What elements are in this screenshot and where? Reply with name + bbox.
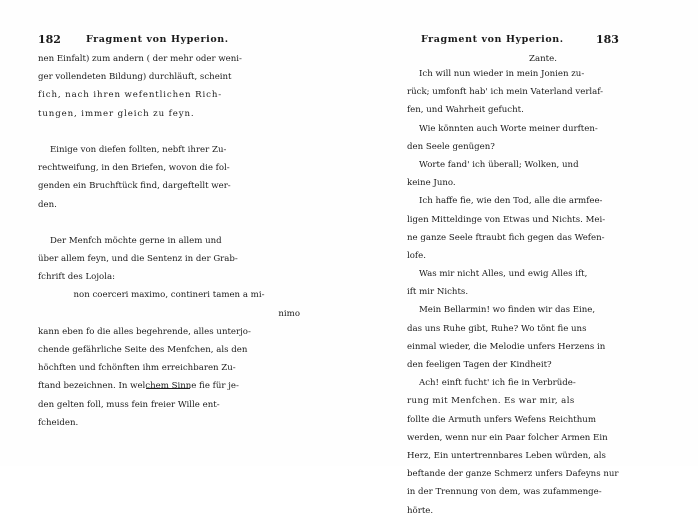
latin-quote-line: non coerceri maximo, contineri tamen a mi- [73, 290, 265, 301]
text-line: ne ganze Seele ftraubt fich gegen das Wefen- [407, 232, 605, 243]
text-line: lofe. [407, 250, 426, 261]
text-line: in der Trennung von dem, was zufammenge- [407, 487, 602, 498]
text-line: werden, wenn nur ein Paar folcher Armen Ein [407, 432, 608, 443]
text-line: fen, und Wahrheit gefucht. [407, 105, 524, 116]
text-line: ger vollendeten Bildung) durchläuft, scheint [38, 72, 232, 83]
text-line: Mein Bellarmin! wo finden wir das Eine, [419, 305, 596, 316]
text-line: chende gefährliche Seite des Menfchen, als den [38, 345, 248, 355]
text-line: beftande der ganze Schmerz unfers Dafeyns nur [407, 469, 619, 480]
right-page [349, 0, 698, 516]
text-line: hörte. [407, 505, 434, 516]
text-line: Der Menfch möchte gerne in allem und [50, 235, 222, 246]
right-running-head: Fragment von Hyperion. [421, 34, 564, 45]
text-line: höchften und fchönften ihm erreichbaren Zu- [38, 363, 236, 374]
text-line: fich, nach ihren wefentlichen Rich- [38, 90, 223, 101]
paragraph-gap [38, 214, 300, 232]
left-page-number: 182 [38, 33, 61, 46]
text-line: rück; umfonft hab' ich mein Vaterland verlaf- [407, 87, 604, 98]
text-line: kann eben fo die alles begehrende, alles unterjo- [38, 326, 251, 337]
text-line: einmal wieder, die Melodie unfers Herzens in [407, 341, 606, 352]
latin-quote-line: nimo [278, 308, 300, 319]
text-line: Ich will nun wieder in mein Jonien zu- [419, 69, 585, 79]
text-line: den Seele genügen? [407, 141, 495, 152]
text-line: Herz, Ein untertrennbares Leben würden, als [407, 450, 606, 461]
text-line: tungen, immer gleich zu feyn. [38, 108, 195, 119]
text-line: genden ein Bruchftück find, dargeftellt wer- [38, 181, 231, 192]
text-line: nen Einfalt) zum andern ( der mehr oder weni- [38, 54, 242, 64]
right-page-body [407, 65, 639, 520]
text-line: das uns Ruhe gibt, Ruhe? Wo tönt fie uns [407, 323, 587, 334]
text-line: ift mir Nichts. [407, 287, 469, 298]
text-line: über allem feyn, und die Sentenz in der Grab- [38, 254, 238, 265]
text-line: follte die Armuth unfers Wefens Reichthum [407, 414, 596, 425]
text-line: keine Juno. [407, 178, 456, 189]
text-line: Ach! einft fucht' ich fie in Verbrüde- [419, 378, 576, 389]
text-line: fcheiden. [38, 417, 79, 428]
text-line: den gelten foll, muss fein freier Wille ent- [38, 399, 220, 410]
right-page-number: 183 [596, 33, 619, 46]
place-heading: Zante. [529, 54, 557, 64]
text-line: den feeligen Tagen der Kindheit? [407, 360, 552, 370]
text-line: den. [38, 199, 57, 210]
text-line: fchrift des Lojola: [38, 272, 115, 283]
text-line: Einige von diefen follten, nebft ihrer Zu- [50, 144, 227, 155]
left-page [0, 0, 349, 466]
paragraph-gap [38, 123, 300, 141]
text-line: Worte fand' ich überall; Wolken, und [419, 159, 579, 170]
text-line: Was mir nicht Alles, und ewig Alles ift, [419, 269, 588, 280]
text-line: rechtweifung, in den Briefen, wovon die fol- [38, 163, 230, 174]
section-end-rule [146, 388, 190, 389]
text-line: Wie könnten auch Worte meiner durften- [419, 123, 598, 134]
left-running-head: Fragment von Hyperion. [86, 34, 229, 45]
text-line: rung mit Menfchen. Es war mir, als [407, 396, 575, 407]
text-line: ligen Mitteldinge von Etwas und Nichts. Mei- [407, 214, 606, 225]
text-line: ftand bezeichnen. In welchem Sinne fie für je- [38, 381, 239, 392]
text-line: Ich haffe fie, wie den Tod, alle die armfee- [419, 196, 603, 207]
left-page-text [38, 50, 300, 432]
